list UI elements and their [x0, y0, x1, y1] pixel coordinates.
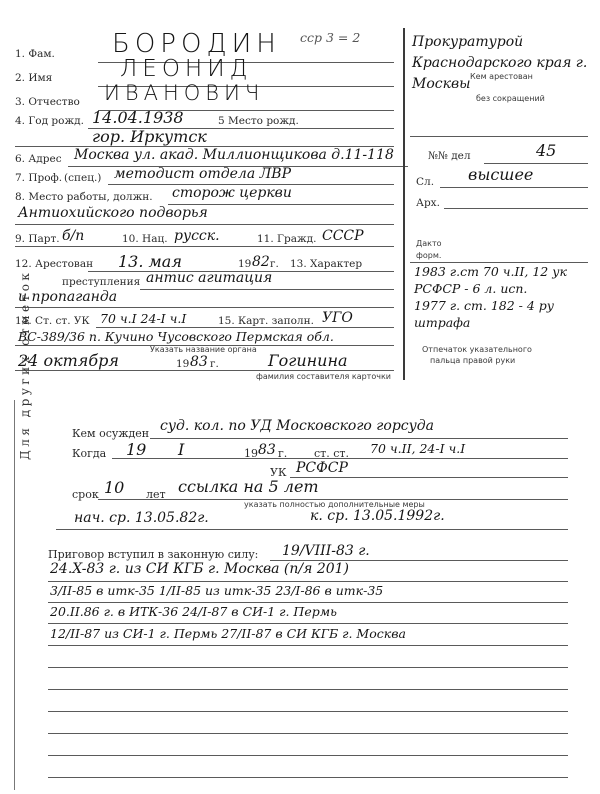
uk-label: УК — [270, 466, 287, 479]
when-suffix: г. — [278, 447, 288, 460]
ruled-line-5 — [48, 667, 568, 668]
ruled-line-9 — [48, 755, 568, 756]
term-dates-line — [56, 529, 568, 530]
address-value: Москва ул. акад. Миллионщикова д.11-118 — [74, 147, 394, 163]
fingerprint-caption-2: пальца правой руки — [430, 356, 516, 365]
convicted-by-line — [150, 438, 568, 439]
sl-value: высшее — [468, 165, 534, 184]
arrested-by-caption: Кем арестован — [470, 72, 533, 81]
case-no-value: 45 — [536, 141, 557, 160]
formula-line — [410, 262, 588, 263]
ruled-line-7 — [48, 711, 568, 712]
term-label: срок — [72, 488, 99, 501]
birth-place-value: гор. Иркутск — [92, 127, 207, 146]
article-label: 14. Ст. ст. УК — [15, 315, 90, 327]
verdict-label: Приговор вступил в законную силу: — [48, 548, 259, 561]
back-left-border — [14, 400, 15, 790]
arrested-suffix: г. — [270, 258, 279, 270]
move-line-3: 20.II.86 г. в ИТК-36 24/I-87 в СИ-1 г. Пермь — [50, 604, 337, 619]
name-value: ЛЕОНИД — [120, 56, 253, 82]
when-year: 83 — [258, 442, 276, 458]
uk-value: РСФСР — [296, 460, 348, 476]
formula-line-2: РСФСР - 6 л. исп. — [414, 281, 528, 296]
name-label: 2. Имя — [15, 72, 53, 84]
surname-value: БОРОДИН — [112, 29, 281, 59]
article-value: 70 ч.I 24-I ч.I — [100, 311, 187, 326]
patronymic-label: 3. Отчество — [15, 96, 80, 108]
arrested-by-value: Прокуратурой Краснодарского края г. Москвы — [412, 34, 588, 92]
convicted-by-label: Кем осужден — [72, 427, 150, 440]
date-filled-suffix: г. — [210, 358, 219, 370]
move-line-4: 12/II-87 из СИ-1 г. Пермь 27/II-87 в СИ КГБ г. Москва — [50, 626, 406, 641]
ruled-line-6 — [48, 689, 568, 690]
ruled-line-8 — [48, 733, 568, 734]
signer-caption: фамилия составителя карточки — [256, 372, 391, 381]
crime-line — [140, 289, 394, 290]
crime-label-2: преступления — [62, 276, 141, 288]
when-line — [112, 458, 568, 459]
date-filled-value: 24 октября — [18, 351, 119, 370]
birth-year-label: 4. Год рожд. — [15, 115, 84, 127]
article-back-label: ст. ст. — [314, 447, 349, 460]
when-month: I — [178, 440, 185, 459]
ruled-line-2 — [48, 602, 568, 603]
address-label: 6. Адрес — [15, 153, 62, 165]
crime-value-2: и пропаганда — [18, 289, 118, 305]
org-value: ВС-389/36 п. Кучино Чусовского Пермская обл. — [18, 329, 334, 344]
move-line-1: 24.X-83 г. из СИ КГБ г. Москва (п/я 201) — [50, 561, 350, 577]
arrested-value: 13. мая — [118, 252, 182, 271]
signer-line — [15, 370, 394, 371]
profession-label-spec: (спец.) — [64, 172, 102, 184]
term-end: к. ср. 13.05.1992г. — [310, 508, 445, 524]
date-filled-year-prefix: 19 — [176, 358, 190, 370]
vertical-label: Для других отметок — [18, 269, 32, 460]
ruled-line-10 — [48, 777, 568, 778]
extra-caption: указать полностью дополнительные меры — [244, 500, 425, 509]
verdict-value: 19/VIII-83 г. — [282, 543, 370, 559]
convicted-by-value: суд. кол. по УД Московского горсуда — [160, 418, 434, 434]
abbr-caption: без сокращений — [476, 94, 545, 103]
surname-label: 1. Фам. — [15, 48, 55, 60]
article-back-value: 70 ч.II, 24-I ч.I — [370, 441, 466, 456]
nationality-label: 10. Нац. — [122, 233, 168, 245]
ruled-line-1 — [48, 581, 568, 582]
ruled-line-4 — [48, 645, 568, 646]
citizenship-label: 11. Гражд. — [257, 233, 317, 245]
crime-value: антис агитация — [146, 270, 273, 286]
workplace-value: сторож церкви — [172, 185, 292, 201]
card-filled-label: 15. Карт. заполн. — [218, 315, 314, 327]
crime-label-1: 13. Характер — [290, 258, 363, 270]
profession-value: методист отдела ЛВР — [114, 166, 292, 182]
article-line — [96, 327, 394, 328]
term-value: 10 — [104, 478, 125, 497]
when-label: Когда — [72, 447, 107, 460]
fingerprint-caption-1: Отпечаток указательного — [422, 345, 532, 354]
term-extra: ссылка на 5 лет — [178, 477, 319, 496]
card-divider — [403, 28, 405, 380]
party-value: б/п — [62, 228, 85, 244]
arrested-year: 82 — [252, 254, 270, 270]
term-begin: нач. ср. 13.05.82г. — [74, 510, 209, 526]
signer-value: Гогинина — [268, 351, 348, 370]
birth-year-value: 14.04.1938 — [92, 108, 184, 127]
workplace-label: 8. Место работы, должн. — [15, 191, 153, 203]
formula-line-3: 1977 г. ст. 182 - 4 ру — [414, 298, 555, 313]
when-year-prefix: 19 — [244, 447, 258, 460]
card-filled-value: УГО — [322, 310, 353, 326]
sl-line — [440, 187, 588, 188]
party-label: 9. Парт. — [15, 233, 60, 245]
arch-line — [444, 208, 588, 209]
formula-label: форм. — [416, 251, 442, 260]
date-filled-year: 83 — [190, 354, 208, 370]
formula-line-1: 1983 г.ст 70 ч.II, 12 ук — [414, 264, 567, 279]
uk-line — [290, 477, 568, 478]
workplace-line-2 — [15, 224, 394, 225]
term-unit: лет — [146, 488, 166, 501]
crime-line-2 — [15, 307, 394, 308]
org-caption: Указать название органа — [150, 345, 257, 354]
case-no-line — [484, 163, 588, 164]
stamp-text: сср 3 = 2 — [300, 30, 361, 45]
sl-label: Сл. — [416, 176, 435, 188]
dacto-label: Дакто — [416, 239, 442, 248]
arrested-label: 12. Арестован — [15, 258, 94, 270]
citizenship-value: СССР — [322, 228, 364, 244]
row9-line — [15, 246, 394, 247]
arch-label: Арх. — [416, 197, 440, 209]
profession-label: 7. Проф. — [15, 172, 63, 184]
workplace-value-2: Антиохийского подворья — [18, 205, 208, 221]
ruled-line-3 — [48, 623, 568, 624]
birth-place-label: 5 Место рожд. — [218, 115, 299, 127]
move-line-2: 3/II-85 в итк-35 1/II-85 из итк-35 23/I-86 в итк-35 — [50, 583, 384, 598]
case-no-label: №№ дел — [428, 150, 471, 162]
arrested-by-line — [410, 136, 588, 137]
formula-line-4: штрафа — [414, 315, 471, 330]
when-day: 19 — [126, 440, 147, 459]
arrested-year-prefix: 19 — [238, 258, 252, 270]
patronymic-value: ИВАНОВИЧ — [104, 81, 265, 105]
nationality-value: русск. — [174, 228, 220, 244]
